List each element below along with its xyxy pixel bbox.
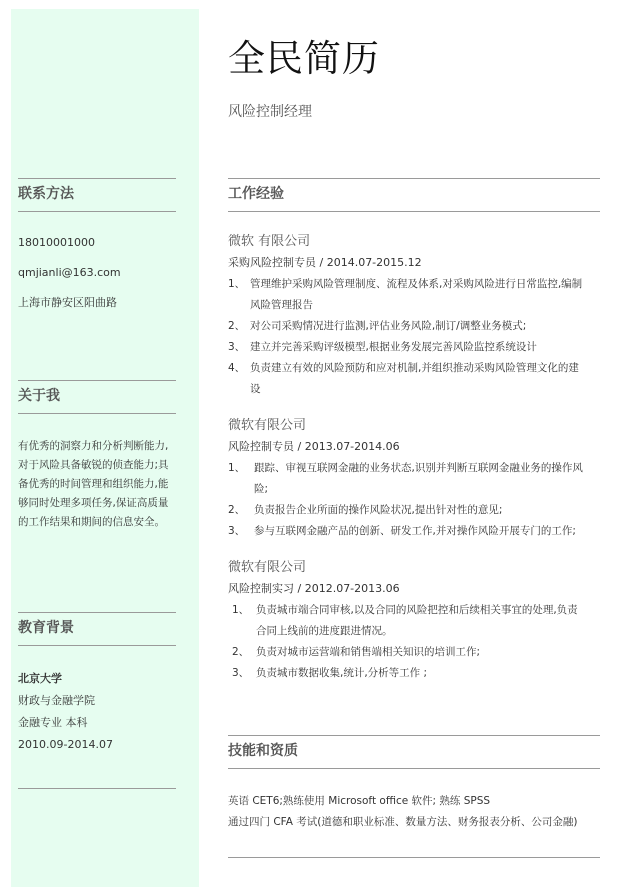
- duty-list: [228, 458, 600, 542]
- duty-item: [228, 358, 600, 400]
- job-role: 风险控制专员 / 2013.07-2014.06: [228, 440, 400, 453]
- duty-text: [256, 600, 600, 642]
- phone-number: 18010001000: [18, 236, 95, 249]
- duty-text: 参与互联网金融产品的创新、研发工作,并对操作风险开展专门的工作;: [254, 525, 576, 537]
- home-address: 上海市静安区阳曲路: [18, 296, 117, 309]
- job-role: 采购风险控制专员 / 2014.07-2015.12: [228, 256, 422, 269]
- experience-section: [228, 178, 600, 684]
- duty-line: 设: [250, 383, 261, 395]
- divider: [228, 768, 600, 769]
- duty-item: [228, 663, 600, 684]
- duty-item: [228, 458, 600, 500]
- duty-line: 险;: [254, 483, 269, 495]
- duty-number: 1、: [228, 278, 246, 290]
- skill-line: 英语 CET6;熟练使用 Microsoft office 软件; 熟练 SPSS: [228, 795, 491, 807]
- duty-text: 对公司采购情况进行监测,评估业务风险,制订/调整业务模式;: [250, 320, 527, 332]
- divider: [18, 645, 176, 646]
- duty-line: 风险管理报告: [250, 299, 313, 311]
- about-line: 够同时处理多项任务,保证高质量: [18, 497, 169, 509]
- duty-number: 1、: [228, 462, 246, 474]
- duty-list: [228, 274, 600, 400]
- email-address: qmjianli@163.com: [18, 266, 121, 279]
- duty-number: 2、: [232, 646, 250, 658]
- divider: [18, 211, 176, 212]
- duty-item: [228, 337, 600, 358]
- duty-number: 1、: [232, 604, 250, 616]
- education-title: 教育背景: [18, 620, 74, 636]
- contact-title: 联系方法: [18, 186, 74, 202]
- divider: [18, 788, 176, 789]
- duty-text: 负责城市数据收集,统计,分析等工作 ;: [256, 667, 428, 679]
- duty-text: [254, 458, 600, 500]
- job-entry: [228, 560, 600, 684]
- about-line: 备优秀的时间管理和组织能力,能: [18, 478, 169, 490]
- duty-number: 3、: [228, 525, 246, 537]
- duty-line: 管理维护采购风险管理制度、流程及体系,对采购风险进行日常监控,编制: [250, 278, 583, 290]
- about-line: 有优秀的洞察力和分析判断能力,: [18, 440, 169, 452]
- skills-title: 技能和资质: [228, 743, 298, 759]
- duty-line: 跟踪、审视互联网金融的业务状态,识别并判断互联网金融业务的操作风: [254, 462, 583, 474]
- skills-section: [228, 735, 600, 858]
- duty-number: 2、: [228, 320, 246, 332]
- duty-item: [228, 521, 600, 542]
- duty-line: 合同上线前的进度跟进情况。: [256, 625, 393, 637]
- education-section: [18, 612, 176, 789]
- major-degree: 金融专业 本科: [18, 716, 88, 729]
- duty-number: 3、: [232, 667, 250, 679]
- contact-section: [18, 178, 176, 310]
- duty-item: [228, 642, 600, 663]
- duty-line: 负责城市端合同审核,以及合同的风险把控和后续相关事宜的处理,负责: [256, 604, 578, 616]
- job-entry: [228, 234, 600, 400]
- job-role: 风险控制实习 / 2012.07-2013.06: [228, 582, 400, 595]
- about-line: 对于风险具备敏锐的侦查能力;具: [18, 459, 169, 471]
- duty-list: [228, 600, 600, 684]
- about-line: 的工作结果和期间的信息安全。: [18, 516, 165, 528]
- duty-number: 2、: [228, 504, 246, 516]
- duty-text: 建立并完善采购评级模型,根据业务发展完善风险监控系统设计: [250, 341, 537, 353]
- duty-number: 3、: [228, 341, 246, 353]
- divider: [18, 413, 176, 414]
- candidate-name: 全民简历: [228, 37, 380, 80]
- about-text: [18, 437, 176, 532]
- college-name: 财政与金融学院: [18, 694, 95, 707]
- company-name: 微软有限公司: [228, 560, 307, 575]
- duty-text: 负责报告企业所面的操作风险状况,提出针对性的意见;: [254, 504, 503, 516]
- target-job-title: 风险控制经理: [228, 104, 312, 120]
- skills-list: [228, 791, 600, 833]
- company-name: 微软 有限公司: [228, 234, 311, 249]
- duty-item: [228, 316, 600, 337]
- duty-line: 负责建立有效的风险预防和应对机制,并组织推动采购风险管理文化的建: [250, 362, 579, 374]
- about-section: [18, 380, 176, 532]
- divider: [228, 211, 600, 212]
- duty-number: 4、: [228, 362, 246, 374]
- duty-item: [228, 500, 600, 521]
- duty-text: [250, 358, 600, 400]
- duty-item: [228, 274, 600, 316]
- duty-text: 负责对城市运营端和销售端相关知识的培训工作;: [256, 646, 481, 658]
- about-title: 关于我: [18, 388, 60, 404]
- job-entry: [228, 418, 600, 542]
- company-name: 微软有限公司: [228, 418, 307, 433]
- school-name: 北京大学: [18, 672, 62, 685]
- duty-item: [228, 600, 600, 642]
- divider: [228, 857, 600, 858]
- study-period: 2010.09-2014.07: [18, 738, 113, 751]
- skill-line: 通过四门 CFA 考试(道德和职业标准、数量方法、财务报表分析、公司金融): [228, 816, 578, 828]
- experience-title: 工作经验: [228, 186, 284, 202]
- duty-text: [250, 274, 600, 316]
